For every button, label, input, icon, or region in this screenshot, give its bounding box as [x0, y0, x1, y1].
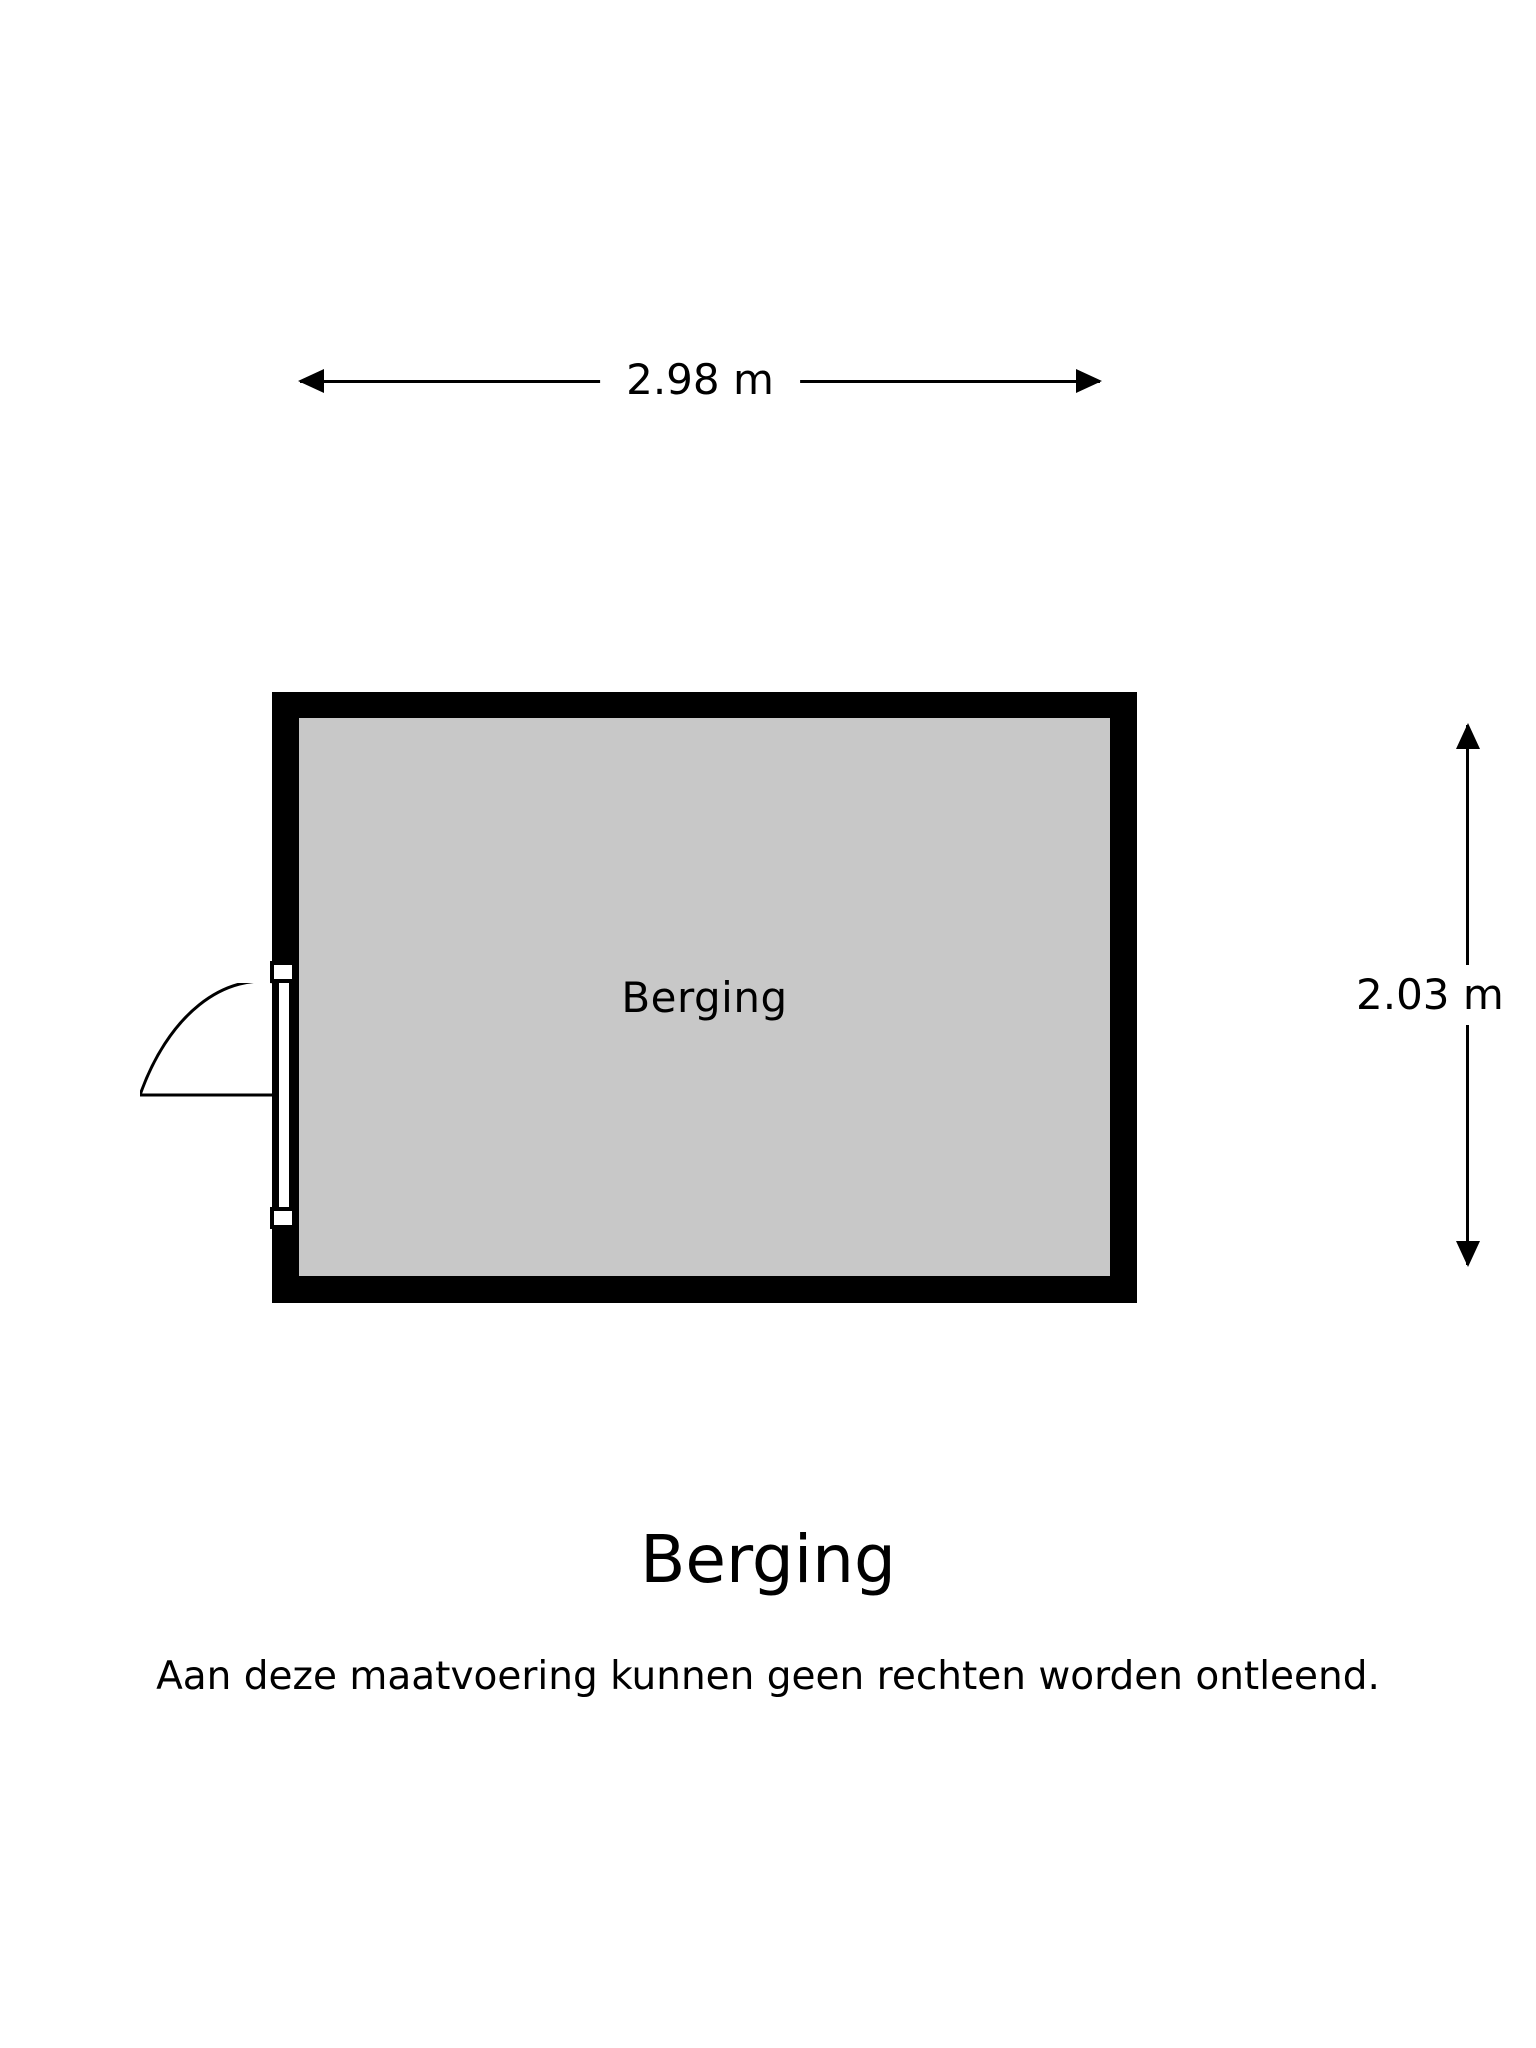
door-hinge-bottom — [270, 1207, 296, 1229]
door-hinge-top — [270, 961, 296, 983]
arrow-left-icon — [298, 369, 324, 393]
room-label: Berging — [621, 972, 788, 1022]
width-dimension — [300, 345, 1100, 415]
door-arc-svg — [140, 983, 280, 1207]
arrow-up-icon — [1456, 723, 1480, 749]
plan-disclaimer: Aan deze maatvoering kunnen geen rechten worden ontleend. — [156, 1654, 1380, 1699]
plan-title: Berging — [640, 1521, 896, 1598]
door-swing-icon — [268, 975, 428, 1215]
door-leaf — [276, 983, 292, 1207]
door-arc — [140, 983, 280, 1207]
arrow-down-icon — [1456, 1241, 1480, 1267]
height-dimension-label: 2.03 m — [1356, 965, 1536, 1025]
arrow-right-icon — [1076, 369, 1102, 393]
width-dimension-label: 2.98 m — [600, 345, 800, 415]
